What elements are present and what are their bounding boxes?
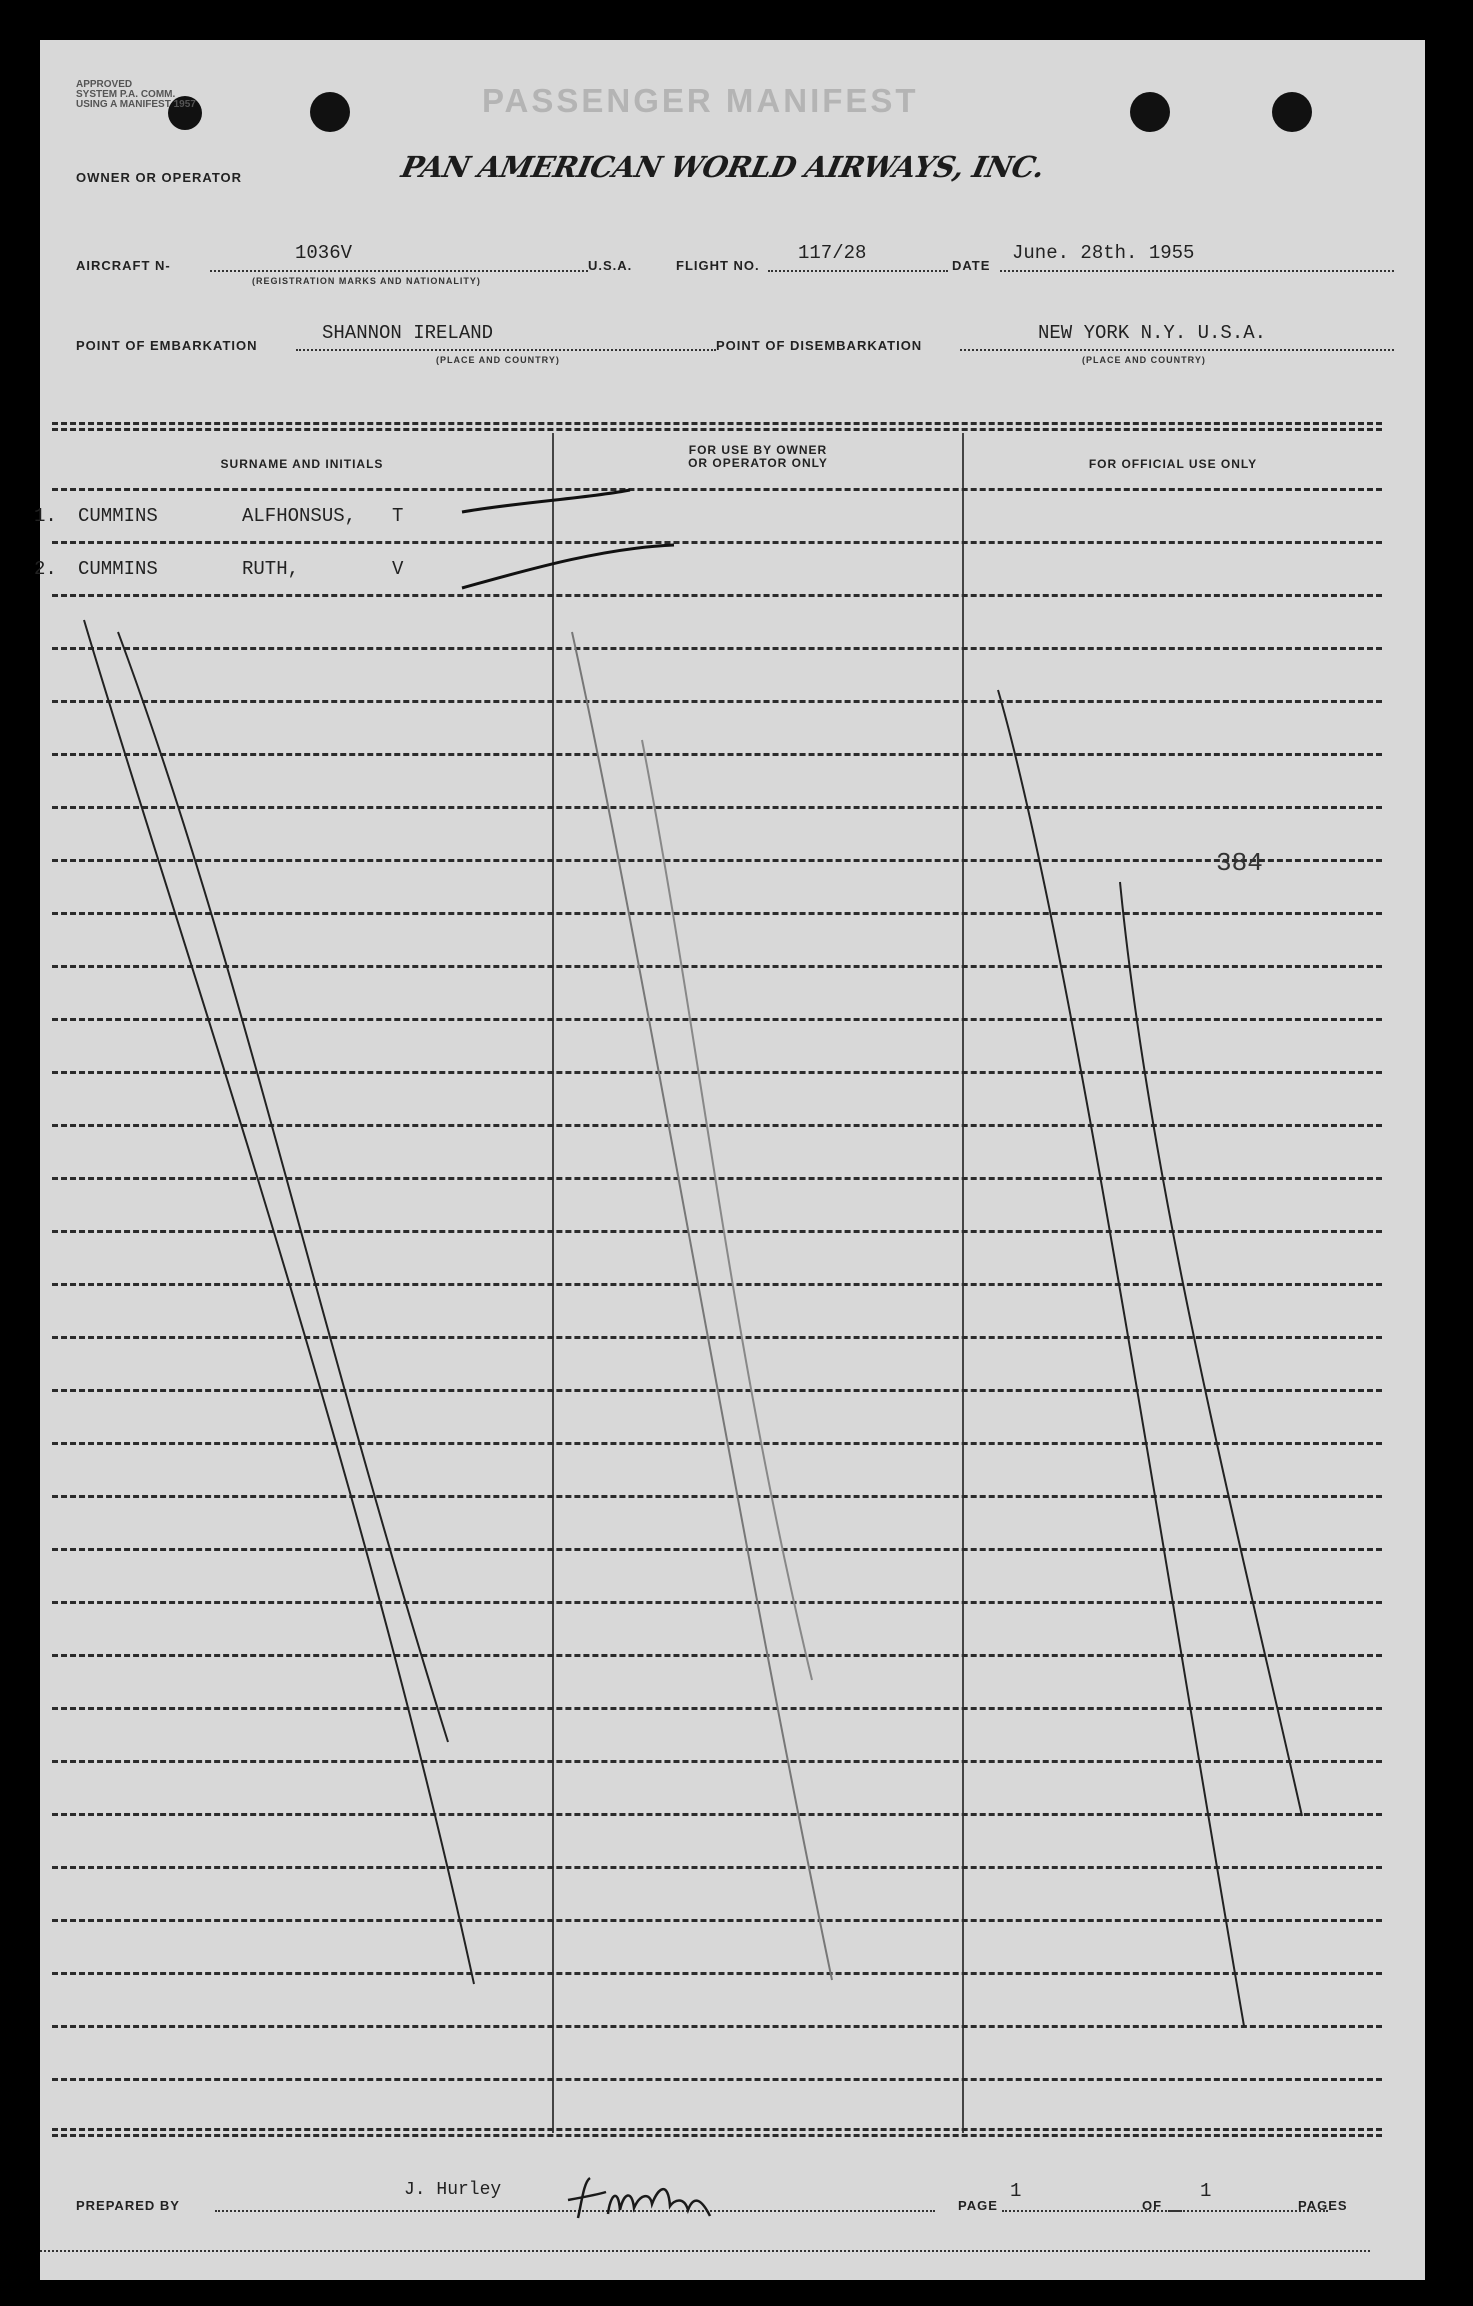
passenger-surname: CUMMINS [78, 505, 158, 527]
handwritten-cancel-strokes [40, 40, 1425, 2280]
page-title: PASSENGER MANIFEST [482, 82, 919, 119]
embark-label: POINT OF EMBARKATION [76, 338, 258, 353]
of-label: OF [1142, 2198, 1163, 2213]
embark-sublabel: (PLACE AND COUNTRY) [436, 355, 560, 365]
of-value: 1 [1200, 2180, 1212, 2202]
passenger-given-name: RUTH, [242, 558, 300, 580]
prepared-by-value: J. Hurley [404, 2180, 502, 2200]
pages-label: PAGES [1298, 2198, 1348, 2213]
approval-stamp-line: USING A MANIFEST 1957 [76, 99, 196, 110]
pen-stroke [462, 545, 674, 588]
official-note: 384 [1216, 848, 1263, 878]
usa-label: U.S.A. [588, 258, 633, 273]
manifest-sheet [34, 40, 1425, 2280]
column-header-surname: SURNAME AND INITIALS [220, 457, 384, 471]
aircraft-label: AIRCRAFT N- [76, 258, 171, 273]
disembark-value: NEW YORK N.Y. U.S.A. [1038, 322, 1267, 344]
embark-value: SHANNON IRELAND [322, 322, 494, 344]
table-bottom-rule [52, 2128, 1382, 2131]
disembark-sublabel: (PLACE AND COUNTRY) [1082, 355, 1206, 365]
aircraft-value: 1036V [295, 242, 353, 264]
bottom-dotted-rule [40, 2250, 1370, 2252]
column-header-official-use: FOR OFFICIAL USE ONLY [1088, 457, 1258, 471]
page-label: PAGE [958, 2198, 998, 2213]
row-number: 1. [34, 505, 57, 527]
company-name: PAN AMERICAN WORLD AIRWAYS, INC. [398, 150, 1048, 184]
signature [560, 2170, 730, 2235]
column-header-line: FOR USE BY OWNER [688, 443, 828, 457]
prepared-by-label: PREPARED BY [76, 2198, 180, 2213]
pen-stroke [462, 490, 630, 512]
date-label: DATE [952, 258, 991, 273]
flight-value: 117/28 [798, 242, 867, 264]
page-value: 1 [1010, 2180, 1022, 2202]
pen-stroke [118, 632, 448, 1742]
signature-scrawl [560, 2170, 730, 2230]
passenger-initial: V [392, 558, 404, 580]
passenger-given-name: ALFHONSUS, [242, 505, 357, 527]
pen-stroke [84, 620, 474, 1984]
pen-stroke [1120, 882, 1302, 1816]
pen-stroke [642, 740, 812, 1680]
flight-label: FLIGHT NO. [676, 258, 760, 273]
column-header-line: OR OPERATOR ONLY [688, 456, 828, 470]
table-bottom-rule [52, 2134, 1382, 2137]
approval-stamp-line: APPROVED [76, 79, 133, 90]
date-value: June. 28th. 1955 [1012, 242, 1195, 264]
row-number: 2. [34, 558, 57, 580]
passenger-initial: T [392, 505, 404, 527]
pen-stroke [572, 632, 832, 1980]
aircraft-sublabel: (REGISTRATION MARKS AND NATIONALITY) [252, 276, 481, 286]
passenger-surname: CUMMINS [78, 558, 158, 580]
disembark-label: POINT OF DISEMBARKATION [716, 338, 923, 353]
owner-label: OWNER OR OPERATOR [76, 170, 243, 185]
approval-stamp-line: SYSTEM P.A. COMM. [76, 89, 176, 100]
